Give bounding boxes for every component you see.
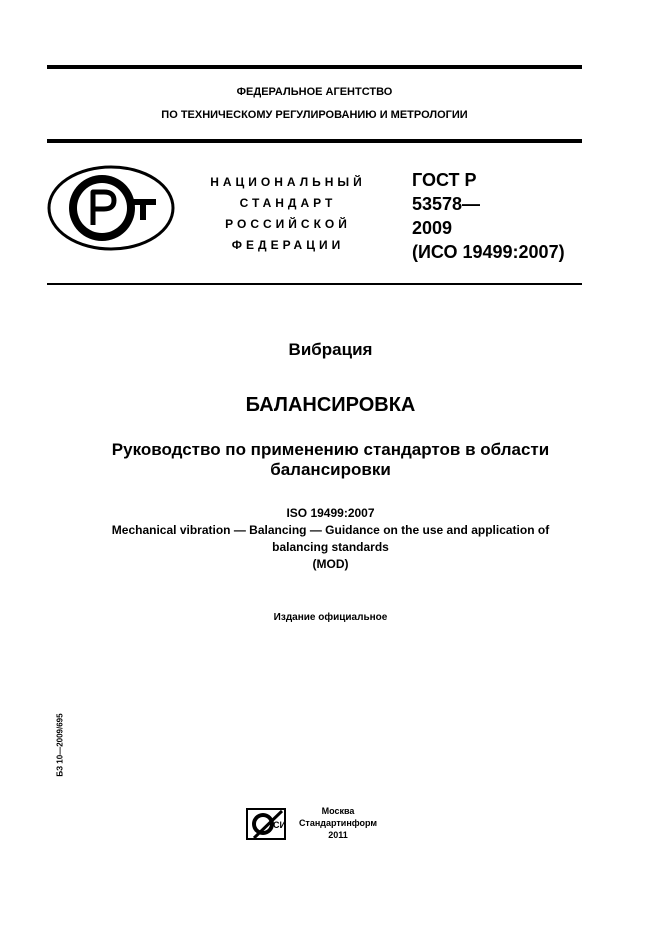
subtitle bbox=[0, 440, 661, 480]
side-code: БЗ 10—2009/695 bbox=[55, 713, 65, 777]
designation-line-2: 53578— bbox=[412, 194, 481, 214]
edition-note: Издание официальное bbox=[273, 612, 388, 623]
designation-line-1: ГОСТ Р bbox=[412, 170, 477, 190]
iso-reference bbox=[0, 505, 661, 573]
main-title: БАЛАНСИРОВКА bbox=[245, 394, 416, 416]
iso-number: ISO 19499:2007 bbox=[286, 506, 375, 520]
publisher-year: 2011 bbox=[328, 830, 348, 840]
publisher-city: Москва bbox=[321, 806, 355, 816]
subtitle-line-2: балансировки bbox=[270, 460, 391, 479]
header-bottom-rule bbox=[47, 283, 582, 285]
standard-type-line-4: ФЕДЕРАЦИИ bbox=[231, 238, 345, 252]
top-rule bbox=[47, 65, 582, 69]
iso-title-line-1: Mechanical vibration — Balancing — Guidance on the use and application of bbox=[111, 523, 550, 537]
standard-type-line-3: РОССИЙСКОЙ bbox=[225, 217, 351, 231]
iso-title-line-2: balancing standards bbox=[272, 540, 389, 554]
standard-type-line-2: СТАНДАРТ bbox=[239, 196, 337, 210]
publisher-name: Стандартинформ bbox=[298, 818, 378, 828]
standard-type bbox=[195, 172, 381, 256]
agency-line-2: ПО ТЕХНИЧЕСКОМУ РЕГУЛИРОВАНИЮ И МЕТРОЛОГИИ bbox=[161, 109, 468, 121]
iso-mod: (MOD) bbox=[312, 557, 349, 571]
publisher-logo bbox=[246, 808, 286, 845]
designation-line-4: (ИСО 19499:2007) bbox=[412, 242, 565, 262]
standard-designation bbox=[412, 168, 565, 264]
agency-line-1: ФЕДЕРАЛЬНОЕ АГЕНТСТВО bbox=[236, 86, 393, 98]
standard-type-line-1: НАЦИОНАЛЬНЫЙ bbox=[210, 175, 366, 189]
header-rule bbox=[47, 139, 582, 143]
topic-title: Вибрация bbox=[288, 340, 373, 359]
publisher-logo-text: СИ bbox=[273, 820, 286, 830]
gost-r-emblem bbox=[47, 165, 175, 256]
designation-line-3: 2009 bbox=[412, 218, 453, 238]
publisher-info bbox=[296, 805, 380, 841]
subtitle-line-1: Руководство по применению стандартов в области bbox=[111, 440, 550, 459]
